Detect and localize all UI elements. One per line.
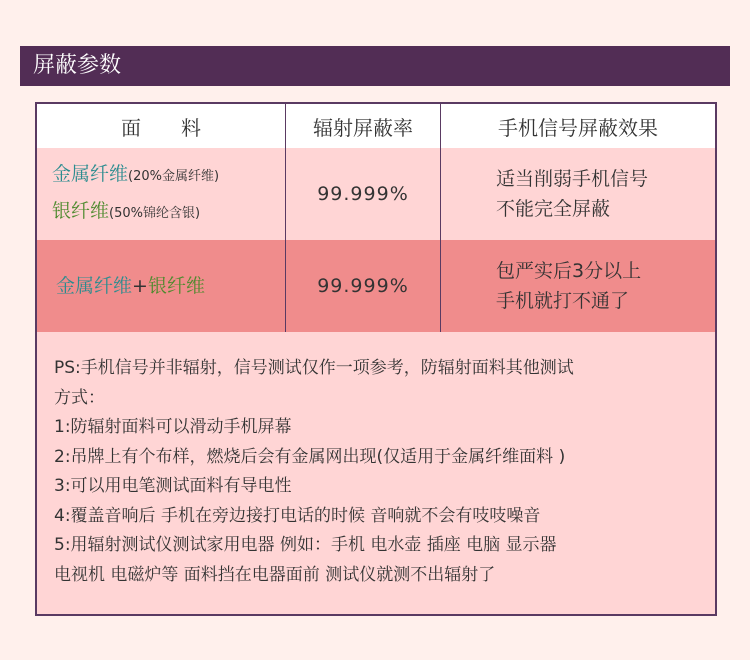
plus-sign: + (132, 275, 148, 297)
material-cell (37, 240, 286, 332)
effect-cell (441, 148, 715, 240)
note-line: 2:吊牌上有个布样，燃烧后会有金属网出现(仅适用于金属纤维面料 ) (54, 446, 566, 467)
effect-line: 包严实后3分以上 (496, 260, 642, 282)
material-name: 银纤维 (52, 200, 110, 222)
rate-value: 99.999% (317, 183, 409, 205)
header-material: 面 料 (37, 104, 286, 148)
shielding-params-table (35, 102, 717, 616)
rate-cell (286, 240, 441, 332)
note-line: 1:防辐射面料可以滑动手机屏幕 (54, 417, 292, 437)
rate-cell (286, 148, 441, 240)
table-row (37, 240, 715, 333)
note-line: 5:用辐射测试仪测试家用电器 例如：手机 电水壶 插座 电脑 显示器 (54, 535, 557, 555)
material-line (52, 194, 200, 231)
table-header-row (37, 104, 715, 149)
note-line: 电视机 电磁炉等 面料挡在电器面前 测试仪就测不出辐射了 (54, 564, 496, 585)
material-name: 金属纤维 (52, 163, 129, 185)
effect-cell (441, 240, 715, 332)
rate-value: 99.999% (317, 275, 409, 297)
header-rate: 辐射屏蔽率 (286, 104, 441, 148)
note-line: 方式： (54, 387, 105, 408)
effect-line: 手机就打不通了 (496, 290, 630, 312)
material-name: 银纤维 (147, 275, 205, 297)
material-note: (20%金属纤维) (128, 169, 220, 184)
notes-section (37, 332, 715, 614)
material-line (56, 269, 205, 303)
material-cell (37, 148, 286, 240)
section-title-bar (20, 46, 730, 86)
effect-line: 适当削弱手机信号 (496, 168, 649, 190)
effect-line: 不能完全屏蔽 (496, 198, 611, 220)
table-row (37, 148, 715, 241)
note-line: 3:可以用电笔测试面料有导电性 (54, 476, 292, 496)
section-title: 屏蔽参数 (33, 53, 122, 78)
note-line: PS:手机信号并非辐射，信号测试仅作一项参考，防辐射面料其他测试 (54, 358, 574, 378)
material-name: 金属纤维 (56, 275, 133, 297)
note-line: 4:覆盖音响后 手机在旁边接打电话的时候 音响就不会有吱吱噪音 (54, 505, 541, 526)
material-line (52, 157, 219, 194)
header-effect: 手机信号屏蔽效果 (498, 115, 658, 140)
material-note: (50%锦纶含银) (109, 206, 201, 221)
